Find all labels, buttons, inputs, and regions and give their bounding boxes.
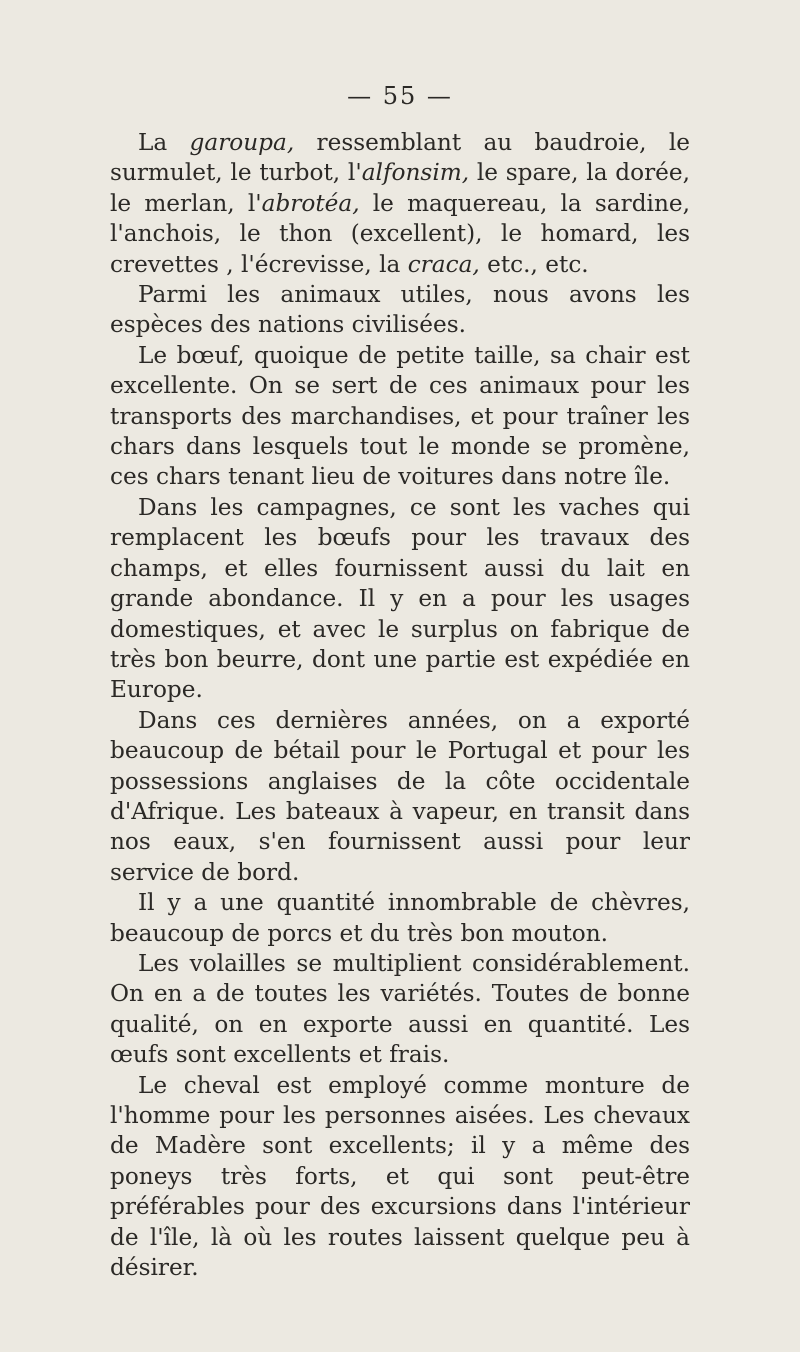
- paragraph: [110, 1071, 690, 1284]
- body-text: [110, 128, 690, 1283]
- text-segment: Les volailles se multiplient considérablement. On en a de toutes les variétés. Toutes de bonne qualité, on en exporte aussi en quantité. Les œufs sont excellents et frais.: [110, 949, 690, 1069]
- paragraph: [110, 128, 690, 280]
- text-segment: Il y a une quantité innombrable de chèvres, beaucoup de porcs et du très bon mouton.: [110, 889, 690, 947]
- text-segment: Parmi les animaux utiles, nous avons les espèces des nations civilisées.: [110, 281, 690, 339]
- italic-term: alfonsim,: [361, 159, 470, 187]
- italic-term: garoupa,: [189, 129, 295, 156]
- paragraph: [110, 888, 690, 949]
- italic-term: abrotéa,: [261, 189, 360, 217]
- text-segment: Le cheval est employé comme monture de l'homme pour les personnes aisées. Les chevaux de Madère sont excellents; il y a même des poneys très forts, et qui sont peut-être préférables pour des excursions dans l'intérieur de l'île, là où les routes laissent quelque peu à désirer.: [110, 1071, 690, 1282]
- italic-term: craca,: [407, 250, 480, 278]
- text-segment: La: [138, 129, 190, 156]
- text-segment: etc., etc.: [479, 250, 589, 278]
- page-number: — 55 —: [347, 82, 453, 110]
- text-segment: le maquereau, la sardine, l'anchois, le thon (excellent), le homard, les crevettes , l'écrevisse, la: [110, 189, 690, 278]
- text-segment: Dans ces dernières années, on a exporté beaucoup de bétail pour le Portugal et pour les possessions anglaises de la côte occidentale d'Afrique. Les bateaux à vapeur, en transit dans nos eaux, s'en fournissent aussi pour leur service de bord.: [110, 706, 690, 886]
- text-segment: Dans les campagnes, ce sont les vaches qui remplacent les bœufs pour les travaux des champs, et elles fournissent aussi du lait en grande abondance. Il y en a pour les usages domestiques, et avec le surplus on fabrique de très bon beurre, dont une partie est expédiée en Europe.: [110, 493, 690, 704]
- text-segment: Le bœuf, quoique de petite taille, sa chair est excellente. On se sert de ces animaux pour les transports des marchandises, et pour traîner les chars dans lesquels tout le monde se promène, ces chars tenant lieu de voitures dans notre île.: [110, 341, 690, 491]
- text-segment: ressemblant au baudroie, le surmulet, le turbot, l': [110, 129, 690, 187]
- text-segment: le spare, la dorée, le merlan, l': [110, 159, 690, 217]
- paragraph: [110, 280, 690, 341]
- paragraph: [110, 949, 690, 1071]
- paragraph: [110, 493, 690, 706]
- paragraph: [110, 706, 690, 888]
- paragraph: [110, 341, 690, 493]
